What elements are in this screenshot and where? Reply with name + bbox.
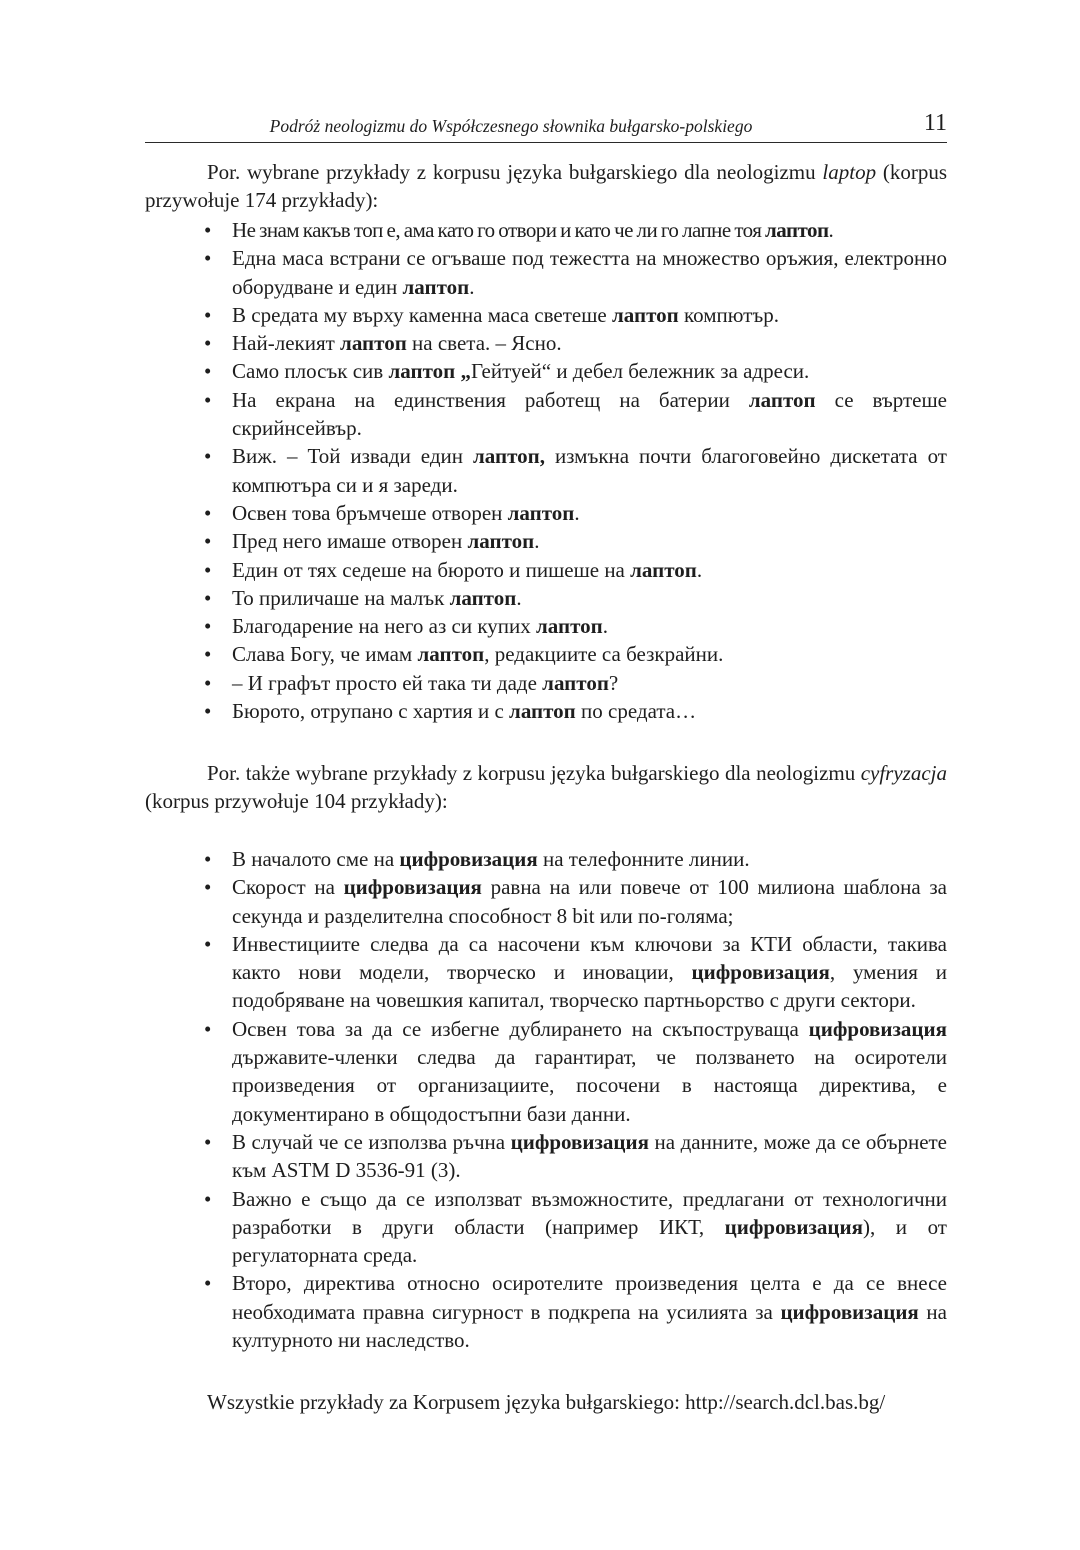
- list-item: • Инвестициите следва да са насочени към ключови за КТИ области, такива както нови модели, творческо и иновации, цифровизация, умения и подобряване на човешкия капитал, творческо партньорство с други сектори.: [204, 931, 947, 1013]
- keyword: лаптоп „: [388, 359, 471, 384]
- keyword: цифровизация: [399, 847, 538, 871]
- list-item: • Бюрото, отрупано с хартия и с лаптоп по средата…: [204, 699, 697, 724]
- keyword: лаптоп: [535, 614, 603, 639]
- keyword: цифровизация: [724, 1214, 863, 1239]
- keyword: лаптоп: [630, 557, 697, 582]
- list-item: • – И графът просто ей така ти даде лаптоп?: [204, 670, 619, 695]
- source-note: Wszystkie przykłady za Korpusem języka bułgarskiego: http://search.dcl.bas.bg/: [207, 1390, 886, 1414]
- list-item: • Второ, директива относно осиротелите произведения целта е да се внесе необходимата правна сигурност в подкрепа на усилията за цифровизация на културното ни наследство.: [204, 1271, 947, 1353]
- list-item: • Една маса встрани се огъваше под тежестта на множество оръжия, електронно оборудване и един лаптоп.: [204, 246, 947, 299]
- running-header: [145, 110, 947, 143]
- keyword: цифровизация: [510, 1129, 649, 1154]
- list-item: • То приличаше на малък лаптоп.: [204, 585, 522, 610]
- keyword: лаптоп: [467, 529, 535, 554]
- intro-text: Por. także wybrane przykłady z korpusu języka bułgarskiego dla neologizmu: [207, 761, 861, 785]
- intro-paragraph-laptop: [145, 158, 947, 215]
- neologism-term: cyfryzacja: [860, 761, 947, 785]
- list-item: • Освен това бръмчеше отворен лаптоп.: [204, 500, 580, 525]
- keyword: лаптоп,: [472, 444, 545, 469]
- list-item: • В средата му върху каменна маса светеше лаптоп компютър.: [204, 302, 779, 327]
- list-item: • На екрана на единствения работещ на батерии лаптоп се въртеше скрийнсейвър.: [204, 387, 947, 441]
- keyword: цифровизация: [780, 1299, 919, 1324]
- list-item: • Скорост на цифровизация равна на или повече от 100 милиона шаблона за секунда и разделителна способност 8 bit или по-голяма;: [204, 875, 947, 928]
- laptop-examples-list: [204, 216, 947, 725]
- list-item: • Освен това за да се избегне дублирането на скъпоструваща цифровизация държавите-членки следва да гарантират, че ползването на осиротели произведения от организациите, посочени в настояща директива, е документирано в общодостъпни бази данни.: [204, 1016, 947, 1126]
- keyword: цифровизация: [691, 960, 830, 985]
- keyword: лаптоп: [509, 699, 576, 724]
- intro-text: (korpus przywołuje 174 przykłady):: [145, 160, 947, 213]
- keyword: лаптоп: [417, 642, 485, 667]
- list-item: • Виж. – Той извади един лаптоп, измъкна почти благоговейно дискетата от компютъра си и я зареди.: [204, 444, 947, 497]
- intro-text: Por. wybrane przykłady z korpusu języka bułgarskiego dla neologizmu: [207, 160, 823, 184]
- keyword: лаптоп: [449, 585, 517, 610]
- list-item: • В началото сме на цифровизация на телефонните линии.: [204, 847, 750, 871]
- neologism-term: laptop: [822, 160, 877, 184]
- list-item: • Благодарение на него аз си купих лаптоп.: [204, 614, 608, 639]
- keyword: лаптоп: [507, 500, 575, 525]
- list-item: • Най-лекият лаптоп на света. – Ясно.: [204, 331, 562, 356]
- keyword: лаптоп: [402, 274, 470, 299]
- list-item: • Важно е също да се използват възможностите, предлагани от технологични разработки в други области (например ИКТ, цифровизация), и от регулаторната среда.: [204, 1186, 947, 1268]
- intro-text: (korpus przywołuje 104 przykłady):: [145, 789, 448, 814]
- keyword: лаптоп: [748, 387, 816, 412]
- keyword: лаптоп: [765, 218, 829, 242]
- cyfryzacja-examples-list: [204, 845, 947, 1354]
- list-item: • Слава Богу, че имам лаптоп, редакциите са безкрайни.: [204, 642, 724, 667]
- keyword: лаптоп: [611, 302, 679, 327]
- keyword: лаптоп: [340, 331, 407, 356]
- keyword: цифровизация: [343, 875, 482, 900]
- list-item: • Само плосък сив лаптоп „Гейтуей“ и дебел бележник за адреси.: [204, 359, 810, 384]
- intro-paragraph-cyfryzacja: [145, 759, 947, 816]
- page-number: 11: [923, 110, 947, 136]
- keyword: лаптоп: [542, 670, 609, 695]
- list-item: • В случай че се използва ръчна цифровизация на данните, може да се обърнете към ASTM D 3536-91 (3).: [204, 1129, 948, 1183]
- list-item: • Един от тях седеше на бюрото и пишеше на лаптоп.: [204, 557, 703, 582]
- list-item: • Не знам какъв топ е, ама като го отвори и като че ли го лапне тоя лаптоп.: [204, 218, 834, 242]
- header-title: Podróż neologizmu do Współczesnego słownika bułgarsko-polskiego: [269, 116, 753, 136]
- list-item: • Пред него имаше отворен лаптоп.: [204, 529, 540, 554]
- keyword: цифровизация: [808, 1016, 947, 1041]
